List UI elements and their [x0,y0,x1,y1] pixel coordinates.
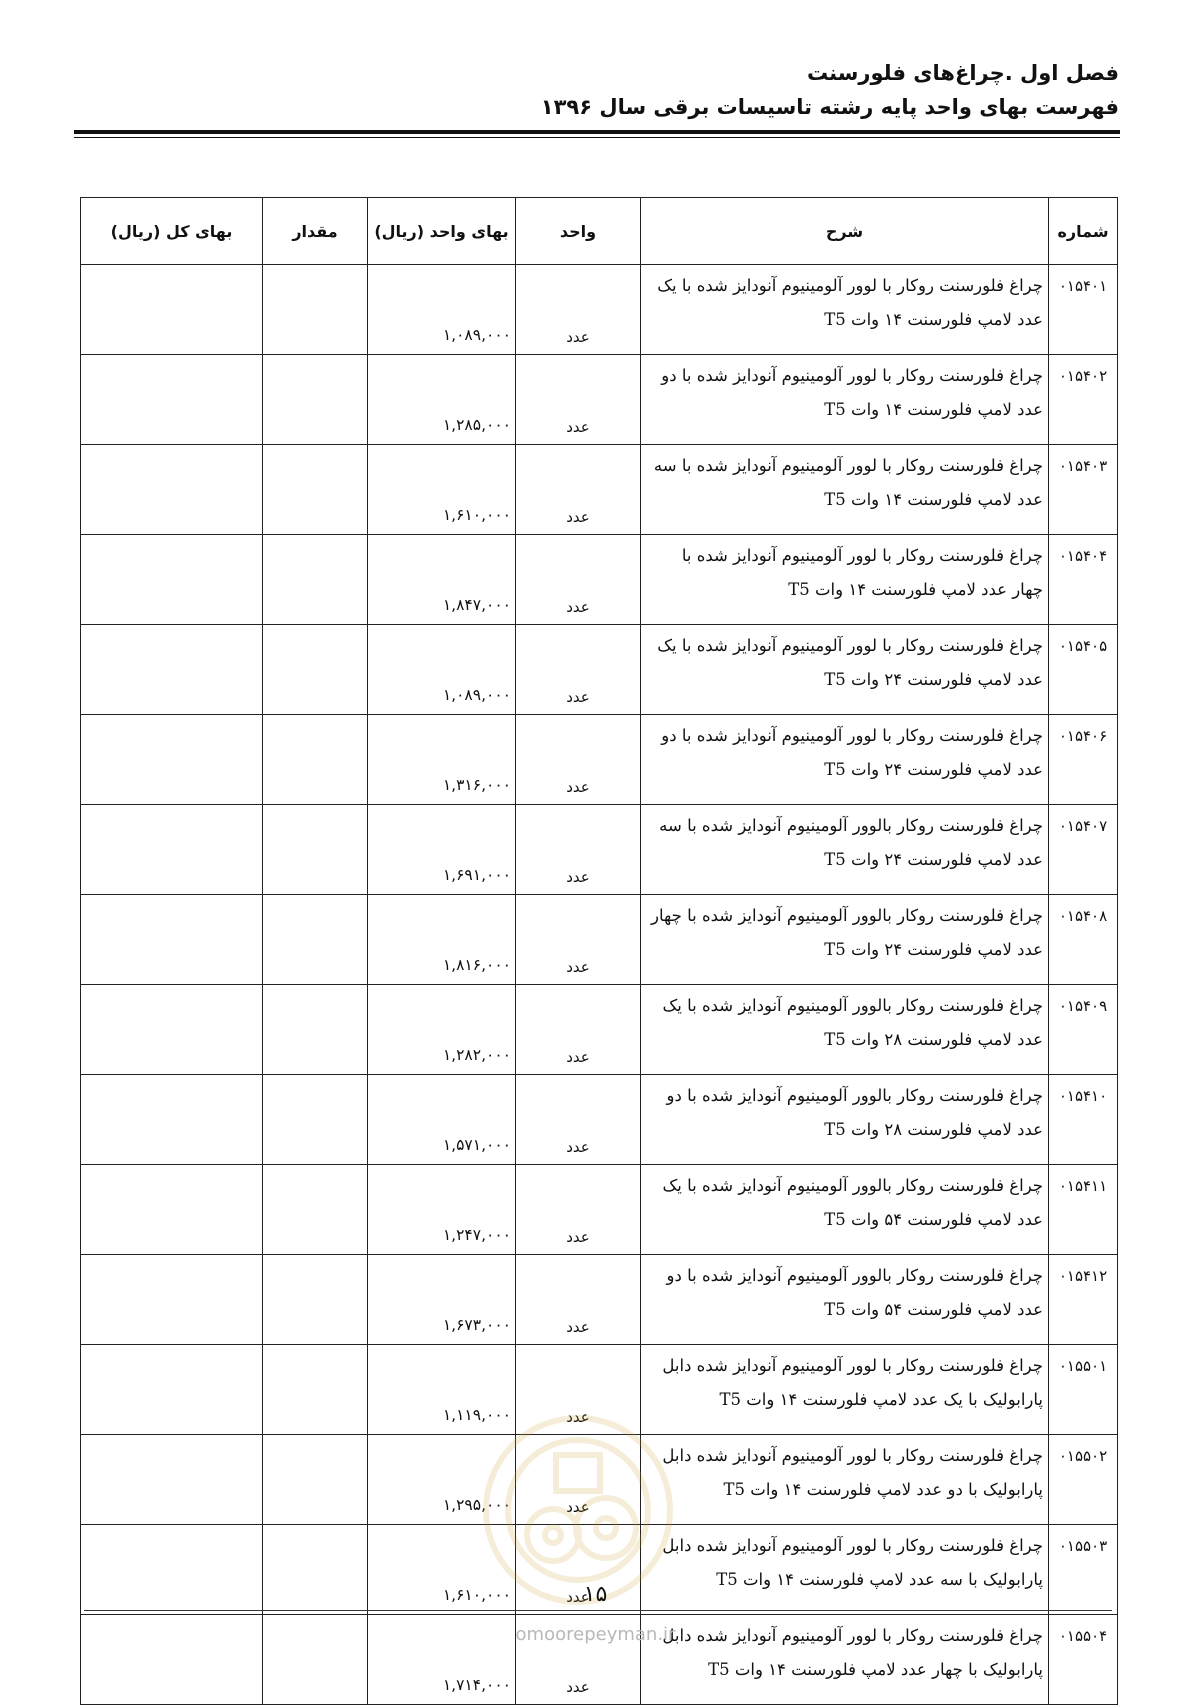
item-unit: عدد [516,445,641,535]
description-line-1: چراغ فلورسنت روکار با لوور آلومینیوم آنودایز شده با دو [661,366,1043,385]
item-quantity [263,1435,368,1525]
item-unit: عدد [516,715,641,805]
table-row [81,1435,1118,1525]
item-unit: عدد [516,1435,641,1525]
item-number: ۰۱۵۴۰۷ [1049,805,1118,895]
description-line-1: چراغ فلورسنت روکار با لوور آلومینیوم آنودایز شده دابل [662,1356,1043,1375]
description-line-1: چراغ فلورسنت روکار بالوور آلومینیوم آنودایز شده با یک [662,1176,1043,1195]
description-line-2: چهار عدد لامپ فلورسنت ۱۴ وات T5 [788,580,1043,599]
description-line-1: چراغ فلورسنت روکار بالوور آلومینیوم آنودایز شده با چهار [651,906,1043,925]
item-description [641,895,1049,985]
item-total-price [81,1165,263,1255]
item-unit-price: ۱,۰۸۹,۰۰۰ [368,625,516,715]
item-number: ۰۱۵۵۰۴ [1049,1615,1118,1705]
footer-rule [84,1610,1112,1611]
item-quantity [263,715,368,805]
item-quantity [263,1075,368,1165]
page-number: ۱۵ [583,1582,608,1607]
item-quantity [263,1165,368,1255]
item-description [641,355,1049,445]
item-number: ۰۱۵۴۰۲ [1049,355,1118,445]
item-number: ۰۱۵۵۰۲ [1049,1435,1118,1525]
description-line-1: چراغ فلورسنت روکار با لوور آلومینیوم آنودایز شده با یک [657,636,1043,655]
item-number: ۰۱۵۴۰۳ [1049,445,1118,535]
item-unit-price: ۱,۵۷۱,۰۰۰ [368,1075,516,1165]
description-line-2: پارابولیک با دو عدد لامپ فلورسنت ۱۴ وات T5 [723,1480,1043,1499]
item-unit: عدد [516,895,641,985]
item-unit-price: ۱,۶۱۰,۰۰۰ [368,445,516,535]
item-description [641,1345,1049,1435]
table-row [81,1075,1118,1165]
table-row [81,535,1118,625]
item-total-price [81,445,263,535]
description-line-2: عدد لامپ فلورسنت ۲۴ وات T5 [824,760,1043,779]
description-line-2: عدد لامپ فلورسنت ۲۴ وات T5 [824,670,1043,689]
item-quantity [263,805,368,895]
item-unit-price: ۱,۲۴۷,۰۰۰ [368,1165,516,1255]
table-row [81,1255,1118,1345]
column-header-number: شماره [1049,198,1118,265]
item-number: ۰۱۵۴۰۵ [1049,625,1118,715]
item-unit: عدد [516,265,641,355]
chapter-title: فصل اول .چراغ‌های فلورسنت [806,61,1119,85]
item-unit-price: ۱,۸۱۶,۰۰۰ [368,895,516,985]
item-total-price [81,1435,263,1525]
item-description [641,445,1049,535]
item-quantity [263,445,368,535]
description-line-1: چراغ فلورسنت روکار بالوور آلومینیوم آنودایز شده با یک [662,996,1043,1015]
item-unit-price: ۱,۰۸۹,۰۰۰ [368,265,516,355]
item-unit: عدد [516,1075,641,1165]
description-line-1: چراغ فلورسنت روکار بالوور آلومینیوم آنودایز شده با دو [666,1086,1043,1105]
column-header-unit-price: بهای واحد (ریال) [368,198,516,265]
item-number: ۰۱۵۴۱۲ [1049,1255,1118,1345]
item-quantity [263,985,368,1075]
item-quantity [263,535,368,625]
item-quantity [263,895,368,985]
item-number: ۰۱۵۴۰۹ [1049,985,1118,1075]
description-line-1: چراغ فلورسنت روکار با لوور آلومینیوم آنودایز شده با [681,546,1043,565]
table-header-row [81,198,1118,265]
item-total-price [81,535,263,625]
item-quantity [263,625,368,715]
item-quantity [263,355,368,445]
column-header-total-price: بهای کل (ریال) [81,198,263,265]
item-unit: عدد [516,1525,641,1615]
column-header-description: شرح [641,198,1049,265]
item-total-price [81,1075,263,1165]
description-line-2: عدد لامپ فلورسنت ۵۴ وات T5 [824,1210,1043,1229]
item-number: ۰۱۵۴۰۴ [1049,535,1118,625]
table-row [81,805,1118,895]
description-line-1: چراغ فلورسنت روکار با لوور آلومینیوم آنودایز شده دابل [662,1626,1043,1645]
item-unit: عدد [516,805,641,895]
item-unit: عدد [516,985,641,1075]
description-line-1: چراغ فلورسنت روکار با لوور آلومینیوم آنودایز شده با سه [653,456,1043,475]
table-row [81,1345,1118,1435]
item-unit-price: ۱,۸۴۷,۰۰۰ [368,535,516,625]
item-description [641,1435,1049,1525]
description-line-1: چراغ فلورسنت روکار با لوور آلومینیوم آنودایز شده دابل [662,1446,1043,1465]
item-number: ۰۱۵۴۰۶ [1049,715,1118,805]
item-unit-price: ۱,۶۱۰,۰۰۰ [368,1525,516,1615]
description-line-1: چراغ فلورسنت روکار با لوور آلومینیوم آنودایز شده با دو [661,726,1043,745]
column-header-unit: واحد [516,198,641,265]
table-row [81,625,1118,715]
item-unit: عدد [516,625,641,715]
item-unit: عدد [516,535,641,625]
item-quantity [263,1345,368,1435]
description-line-2: عدد لامپ فلورسنت ۵۴ وات T5 [824,1300,1043,1319]
item-unit: عدد [516,1165,641,1255]
item-description [641,1255,1049,1345]
item-total-price [81,265,263,355]
item-unit-price: ۱,۲۹۵,۰۰۰ [368,1435,516,1525]
table-row [81,985,1118,1075]
item-total-price [81,1255,263,1345]
page-header [69,58,1119,122]
item-unit: عدد [516,1345,641,1435]
item-description [641,625,1049,715]
item-number: ۰۱۵۴۰۸ [1049,895,1118,985]
item-total-price [81,895,263,985]
item-description [641,265,1049,355]
item-total-price [81,625,263,715]
description-line-2: عدد لامپ فلورسنت ۲۸ وات T5 [824,1030,1043,1049]
site-watermark-text: omoorepeyman.ir [515,1624,676,1645]
item-unit: عدد [516,1255,641,1345]
document-title: فهرست بهای واحد پایه رشته تاسیسات برقی سال ۱۳۹۶ [540,95,1119,119]
item-unit-price: ۱,۶۷۳,۰۰۰ [368,1255,516,1345]
item-total-price [81,355,263,445]
table-row [81,1165,1118,1255]
description-line-1: چراغ فلورسنت روکار با لوور آلومینیوم آنودایز شده با یک [657,276,1043,295]
description-line-2: عدد لامپ فلورسنت ۲۴ وات T5 [824,940,1043,959]
item-unit: عدد [516,1615,641,1705]
item-unit-price: ۱,۷۱۴,۰۰۰ [368,1615,516,1705]
item-unit-price: ۱,۶۹۱,۰۰۰ [368,805,516,895]
table-row [81,715,1118,805]
description-line-2: عدد لامپ فلورسنت ۱۴ وات T5 [824,490,1043,509]
item-description [641,535,1049,625]
column-header-quantity: مقدار [263,198,368,265]
item-description [641,1075,1049,1165]
item-unit-price: ۱,۲۸۲,۰۰۰ [368,985,516,1075]
item-total-price [81,805,263,895]
item-unit: عدد [516,355,641,445]
description-line-2: عدد لامپ فلورسنت ۱۴ وات T5 [824,400,1043,419]
description-line-2: عدد لامپ فلورسنت ۲۸ وات T5 [824,1120,1043,1139]
item-number: ۰۱۵۵۰۳ [1049,1525,1118,1615]
description-line-2: پارابولیک با یک عدد لامپ فلورسنت ۱۴ وات T5 [719,1390,1043,1409]
table-row [81,895,1118,985]
item-unit-price: ۱,۱۱۹,۰۰۰ [368,1345,516,1435]
table-body [81,265,1118,1705]
item-description [641,805,1049,895]
table-row [81,265,1118,355]
description-line-1: چراغ فلورسنت روکار با لوور آلومینیوم آنودایز شده دابل [662,1536,1043,1555]
item-number: ۰۱۵۴۱۰ [1049,1075,1118,1165]
item-quantity [263,1255,368,1345]
description-line-2: عدد لامپ فلورسنت ۲۴ وات T5 [824,850,1043,869]
item-total-price [81,715,263,805]
item-number: ۰۱۵۴۱۱ [1049,1165,1118,1255]
header-rule-thick [74,130,1120,134]
header-rule-thin [74,137,1120,138]
item-unit-price: ۱,۳۱۶,۰۰۰ [368,715,516,805]
table-row [81,445,1118,535]
item-description [641,985,1049,1075]
table-row [81,355,1118,445]
item-number: ۰۱۵۴۰۱ [1049,265,1118,355]
price-table [80,197,1118,1705]
description-line-2: پارابولیک با چهار عدد لامپ فلورسنت ۱۴ وات T5 [708,1660,1043,1679]
item-quantity [263,265,368,355]
description-line-2: پارابولیک با سه عدد لامپ فلورسنت ۱۴ وات T5 [716,1570,1043,1589]
item-unit-price: ۱,۲۸۵,۰۰۰ [368,355,516,445]
item-description [641,715,1049,805]
item-description [641,1165,1049,1255]
description-line-1: چراغ فلورسنت روکار بالوور آلومینیوم آنودایز شده با دو [666,1266,1043,1285]
item-number: ۰۱۵۵۰۱ [1049,1345,1118,1435]
description-line-1: چراغ فلورسنت روکار بالوور آلومینیوم آنودایز شده با سه [659,816,1043,835]
item-total-price [81,1345,263,1435]
description-line-2: عدد لامپ فلورسنت ۱۴ وات T5 [824,310,1043,329]
item-total-price [81,985,263,1075]
